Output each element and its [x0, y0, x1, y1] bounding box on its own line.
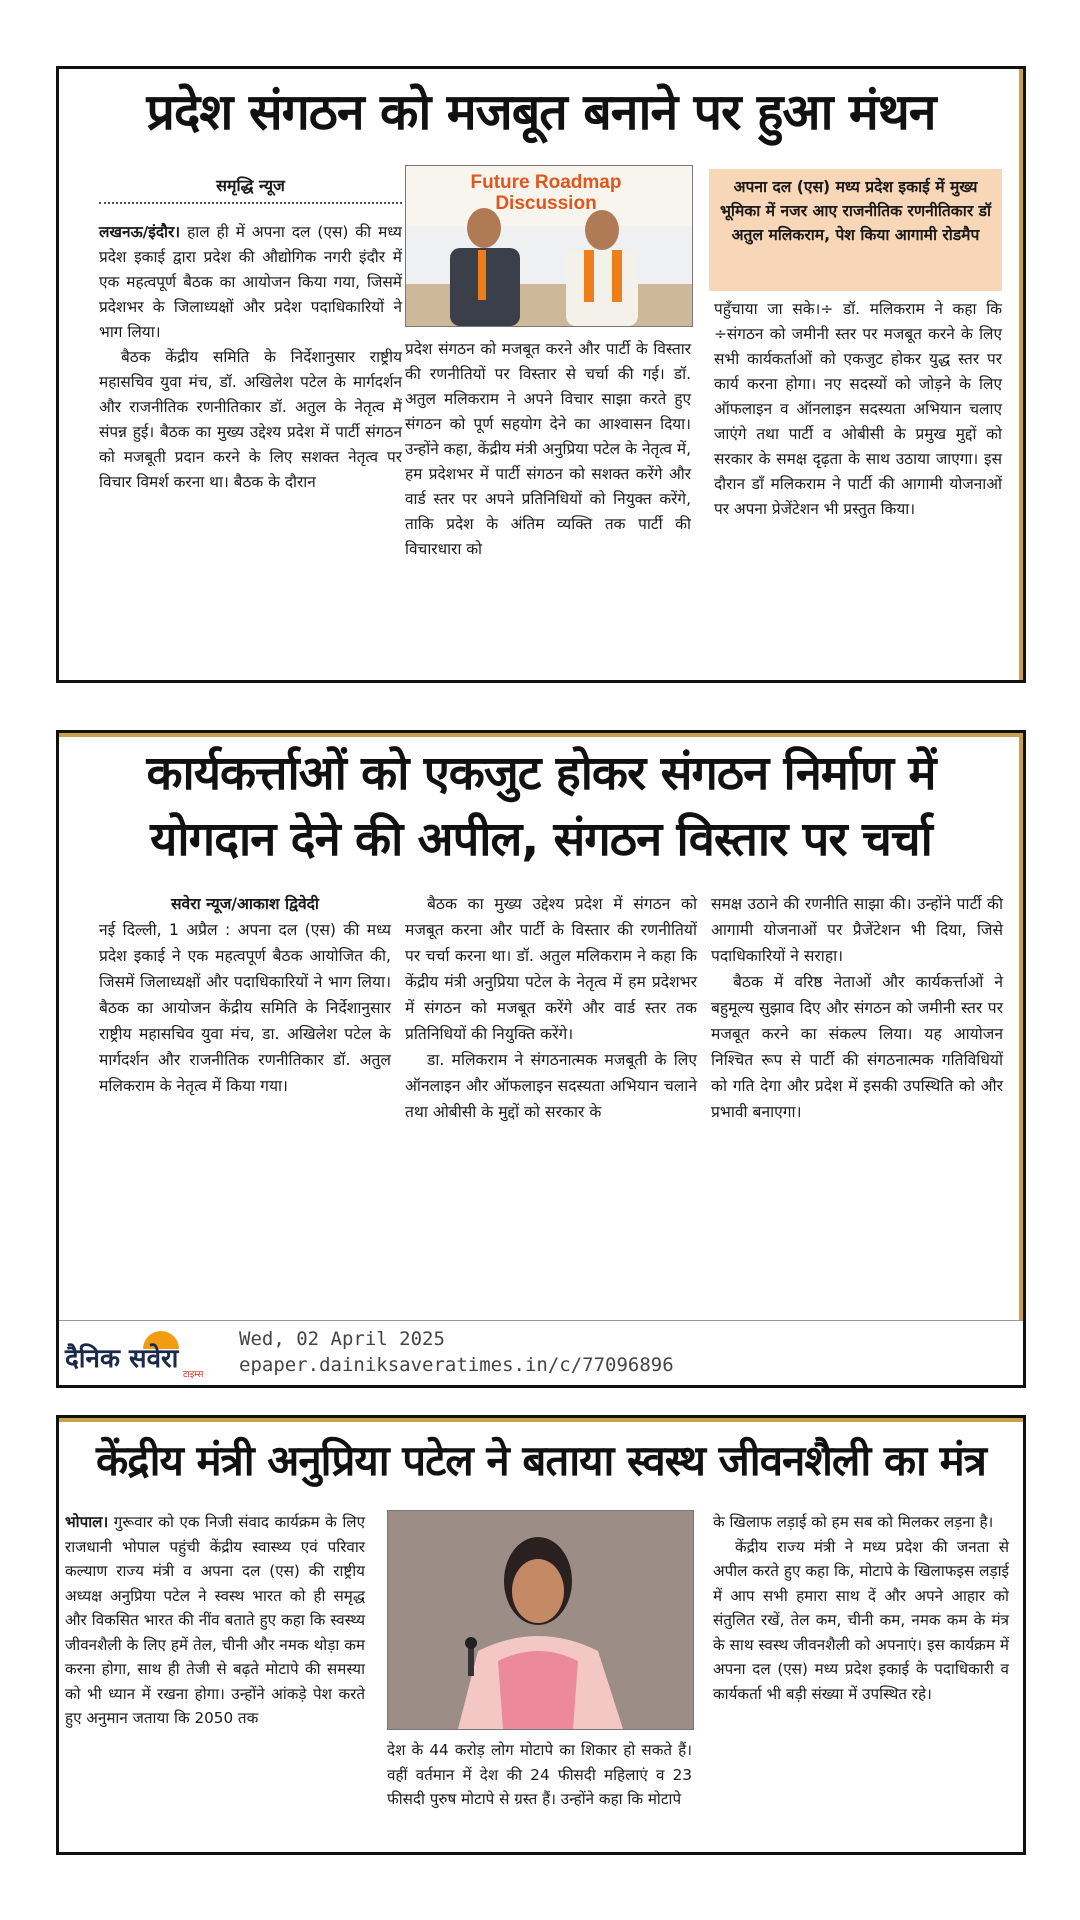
article2-column-3: [711, 891, 1003, 1125]
headline-1: प्रदेश संगठन को मजबूत बनाने पर हुआ मंथन: [146, 83, 936, 141]
byline: समृद्धि न्यूज: [99, 173, 402, 204]
headline-2-line-2: योगदान देने की अपील, संगठन विस्तार पर चर्चा: [150, 812, 932, 867]
dateline: भोपाल।: [65, 1513, 109, 1531]
article3-column-3: [713, 1510, 1009, 1706]
logo-text: दैनिक सवेरा: [65, 1344, 179, 1374]
article1-sidebox: अपना दल (एस) मध्य प्रदेश इकाई में मुख्य भूमिका में नजर आए राजनीतिक रणनीतिकार डॉ अतुल मलिकराम, पेश किया आगामी रोडमैप: [709, 169, 1002, 291]
headline-2-line-1: कार्यकर्त्ताओं को एकजुट होकर संगठन निर्माण में: [146, 746, 936, 801]
byline: सवेरा न्यूज/आकाश द्विवेदी: [171, 895, 319, 913]
article1-paragraph-2: बैठक केंद्रीय समिति के निर्देशानुसार राष्ट्रीय महासचिव युवा मंच, डॉ. अखिलेश पटेल के मार्गदर्शन और राजनीतिक रणनीतिकार डॉ. अतुल के नेतृत्व में संपन्न हुई। बैठक का मुख्य उद्देश्य प्रदेश में पार्टी संगठन को मजबूती प्रदान करने के लिए सशक्त नेतृत्व पर विचार विमर्श करना था। बैठक के दौरान: [99, 348, 402, 491]
article1-photo: [405, 165, 693, 327]
article1-paragraph-1: हाल ही में अपना दल (एस) की मध्य प्रदेश इकाई द्वारा प्रदेश की औद्योगिक नगरी इंदौर में एक महत्वपूर्ण बैठक का आयोजन किया गया, जिसमें प्रदेशभर के जिलाध्यक्षों और प्रदेश पदाधिकारियों ने भाग लिया।: [99, 223, 402, 341]
article2-paragraph-1: नई दिल्ली, 1 अप्रैल : अपना दल (एस) की मध्य प्रदेश इकाई ने एक महत्वपूर्ण बैठक आयोजित की, जिसमें जिलाध्यक्षों और पदाधिकारियों ने भाग लिया। बैठक का आयोजन केंद्रीय समिति के निर्देशानुसार राष्ट्रीय महासचिव युवा मंच, डा. अखिलेश पटेल के मार्गदर्शन और राजनीतिक रणनीतिकार डॉ. अतुल मलिकराम के नेतृत्व में किया गया।: [99, 921, 391, 1095]
article1-column-3: पहुँचाया जा सके।÷ डॉ. मलिकराम ने कहा कि ÷संगठन को जमीनी स्तर पर मजबूत करने के लिए सभी कार्यकर्ताओं को एकजुट होकर युद्ध स्तर पर कार्य करना होगा। नए सदस्यों को जोड़ने के लिए ऑफलाइन व ऑनलाइन सदस्यता अभियान चलाए जाएंगे तथा पार्टी व ओबीसी के प्रमुख मुद्दों को सरकार के समक्ष दृढ़ता के साथ उठाया जाएगा। इस दौरान डॉं मलिकराम ने पार्टी की आगामी योजनाओं पर अपना प्रेजेंटेशन भी प्रस्तुत किया।: [714, 300, 1002, 518]
epaper-footer: [59, 1320, 1023, 1385]
news-clipping-2: [56, 730, 1026, 1388]
article3-column-2: देश के 44 करोड़ लोग मोटापे का शिकार हो सकते हैं। वहीं वर्तमान में देश की 24 फीसदी महिलाएं व 23 फीसदी पुरुष मोटापे से ग्रस्त हैं। उन्होंने कहा कि मोटापे: [387, 1741, 692, 1808]
article3-paragraph-1: गुरूवार को एक निजी संवाद कार्यक्रम के लिए राजधानी भोपाल पहुंची केंद्रीय स्वास्थ्य एवं परिवार कल्याण राज्य मंत्री व अपना दल (एस) की राष्ट्रीय अध्यक्ष अनुप्रिया पटेल ने स्वस्थ भारत को ही समृद्ध और विकसित भारत की नींव बताते हुए कहा कि स्वस्थ्य जीवनशैली के लिए हमें तेल, चीनी और नमक थोड़ा कम करना होगा, साथ ही तेजी से बढ़ते मोटापे की समस्या को भी ध्यान में रखना होगा। उन्होंने आंकड़े पेश करते हुए अनुमान जताया कि 2050 तक: [65, 1513, 365, 1727]
article3-photo: [387, 1510, 694, 1730]
article2-column-2: [405, 891, 697, 1125]
epaper-url[interactable]: epaper.dainiksaveratimes.in/c/77096896: [239, 1354, 674, 1376]
article1-column-1: [99, 173, 402, 495]
article3-paragraph-2: के खिलाफ लड़ाई को हम सब को मिलकर लड़ना है।: [713, 1513, 994, 1531]
edition-date: Wed, 02 April 2025: [239, 1328, 445, 1350]
dateline: लखनऊ/इंदौर।: [99, 223, 181, 241]
article2-paragraph-2: बैठक का मुख्य उद्देश्य प्रदेश में संगठन को मजबूत करना और पार्टी के विस्तार की रणनीतियों पर चर्चा करना था। डॉ. अतुल मलिकराम ने कहा कि केंद्रीय मंत्री अनुप्रिया पटेल के नेतृत्व में हम प्रदेशभर में संगठन को मजबूत करेंगे और वार्ड स्तर तक प्रतिनिधियों की नियुक्ति करेंगे।: [405, 895, 697, 1043]
article3-paragraph-3: केंद्रीय राज्य मंत्री ने मध्य प्रदेश की जनता से अपील करते हुए कहा कि, मोटापे के खिलाफइस लड़ाई में आप सभी हमारा साथ दें और अपने आहार को संतुलित रखें, तेल कम, चीनी कम, नमक कम के मंत्र के साथ स्वस्थ जीवनशैली को अपनाएं। इस कार्यक्रम में अपना दल (एस) मध्य प्रदेश इकाई के पदाधिकारी व कार्यकर्ता भी बड़ी संख्या में उपस्थित रहे।: [713, 1537, 1009, 1703]
photo-banner-text: Future Roadmap Discussion: [470, 172, 622, 214]
article2-paragraph-5: बैठक में वरिष्ठ नेताओं और कार्यकर्त्ताओं ने बहुमूल्य सुझाव दिए और संगठन को जमीनी स्तर पर मजबूत करने का संकल्प लिया। यह आयोजन निश्चित रूप से पार्टी की संगठनात्मक गतिविधियों को गति देगा और प्रदेश में इसकी उपस्थिति को और प्रभावी बनाएगा।: [711, 973, 1003, 1121]
newspaper-logo: [65, 1331, 225, 1380]
speaker-photo-icon: [388, 1511, 693, 1729]
logo-tagline: टाइम्स: [183, 1370, 204, 1380]
article2-column-1: [99, 891, 391, 1099]
news-clipping-1: [56, 66, 1026, 683]
article2-paragraph-4: समक्ष उठाने की रणनीति साझा की। उन्होंने पार्टी की आगामी योजनाओं पर प्रैजेंटेशन भी दिया, जिसे पदाधिकारियों ने सराहा।: [711, 895, 1003, 965]
headline-3: केंद्रीय मंत्री अनुप्रिया पटेल ने बताया स्वस्थ जीवनशैली का मंत्र: [96, 1436, 986, 1485]
article1-column-2: प्रदेश संगठन को मजबूत करने और पार्टी के विस्तार की रणनीतियों पर विस्तार से चर्चा की गई। डॉ. अतुल मलिकराम ने अपने विचार साझा करते हुए संगठन को पूर्ण सहयोग देने का आश्वासन दिया। उन्होंने कहा, केंद्रीय मंत्री अनुप्रिया पटेल के नेतृत्व में, हम प्रदेशभर में पार्टी संगठन को सशक्त करेंगे और वार्ड स्तर पर अपने प्रतिनिधियों को नियुक्त करेंगे, ताकि प्रदेश के अंतिम व्यक्ति तक पार्टी की विचारधारा को: [405, 340, 691, 558]
article2-paragraph-3: डा. मलिकराम ने संगठनात्मक मजबूती के लिए ऑनलाइन और ऑफलाइन सदस्यता अभियान चलाने तथा ओबीसी के मुद्दों को सरकार के: [405, 1051, 697, 1121]
news-clipping-3: [56, 1415, 1026, 1855]
article3-column-1: [65, 1510, 365, 1731]
